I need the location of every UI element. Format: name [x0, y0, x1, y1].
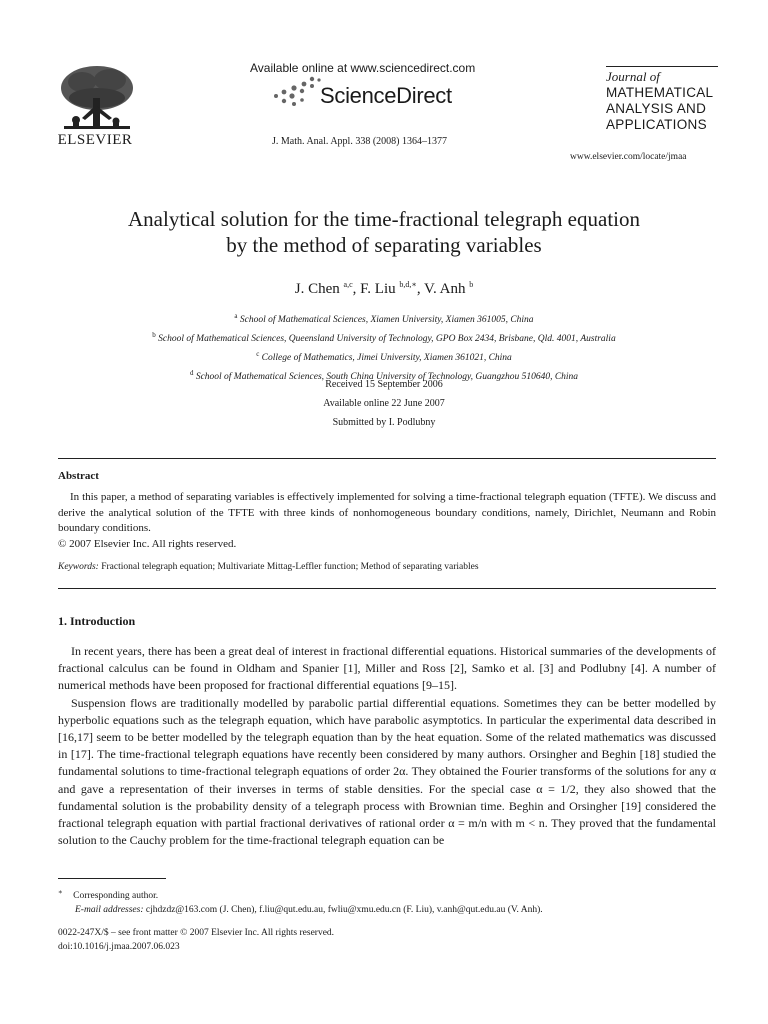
affiliation-text: College of Mathematics, Jimei University, Xiamen 361021, China [261, 353, 512, 363]
introduction-body [58, 643, 716, 849]
author-affil-mark: b,d,∗ [399, 280, 417, 289]
online-date: Available online 22 June 2007 [323, 398, 445, 409]
author-name[interactable]: F. Liu [360, 281, 396, 297]
affiliation-text: School of Mathematical Sciences, Queensland University of Technology, GPO Box 2434, Brisbane, Qld. 4001, Australia [158, 334, 616, 344]
author-affil-mark: a,c [343, 280, 353, 289]
affiliation-mark: d [189, 369, 194, 377]
journal-citation: J. Math. Anal. Appl. 338 (2008) 1364–1377 [272, 136, 447, 147]
email-list[interactable]: cjhdzdz@163.com (J. Chen), f.liu@qut.edu.au, fwliu@xmu.edu.cn (F. Liu), v.anh@qut.edu.au (V. Anh). [145, 905, 543, 916]
intro-paragraph: In recent years, there has been a great deal of interest in fractional differential equations. Historical summaries of the developments of fractional calculus can be found in Oldham and Spanier [1], Miller and Ross [2], Samko et al. [3] and Podlubny [4]. A number of numerical methods have been proposed for fractional differential equations [9–15]. [58, 644, 716, 693]
affiliation-mark: a [234, 312, 238, 320]
keywords-text: Fractional telegraph equation; Multivariate Mittag-Leffler function; Method of separating variables [101, 562, 479, 572]
received-date: Received 15 September 2006 [325, 379, 443, 390]
abstract-top-rule [58, 458, 716, 459]
keywords [58, 562, 479, 572]
affiliation-item [40, 309, 728, 328]
journal-name-line2: ANALYSIS AND [606, 101, 707, 116]
footnote-corresponding [58, 885, 716, 903]
abstract-copyright: © 2007 Elsevier Inc. All rights reserved. [58, 537, 237, 550]
author-affil-mark: b [469, 280, 474, 289]
affiliations [40, 309, 728, 385]
article-dates [40, 375, 728, 432]
footnote-emails [58, 903, 716, 917]
footnote-mark: ∗ [58, 888, 63, 896]
keywords-label: Keywords: [58, 562, 99, 572]
journal-name-line3: APPLICATIONS [606, 117, 707, 132]
section-heading-introduction: 1. Introduction [58, 614, 136, 628]
affiliation-text: School of Mathematical Sciences, Xiamen University, Xiamen 361005, China [239, 315, 534, 325]
sciencedirect-wordmark[interactable]: ScienceDirect [320, 83, 452, 108]
affiliation-mark: b [152, 331, 156, 339]
affiliation-item [40, 328, 728, 347]
available-online-text[interactable]: Available online at www.sciencedirect.com [250, 61, 476, 75]
title-line2: by the method of separating variables [226, 233, 542, 257]
journal-name-line1: MATHEMATICAL [606, 85, 714, 100]
abstract-text: In this paper, a method of separating variables is effectively implemented for solving a time-fractional telegraph equation (TFTE). We discuss and derive the analytical solution of the TFTE with three kinds of nonhomogeneous boundary conditions, namely, Dirichlet, Neumann and Robin boundary conditions. [58, 491, 716, 534]
journal-masthead [606, 66, 718, 133]
title-line1: Analytical solution for the time-fractional telegraph equation [128, 207, 640, 231]
paper-title [40, 206, 728, 258]
journal-url-link[interactable]: www.elsevier.com/locate/jmaa [570, 152, 687, 162]
author-name[interactable]: J. Chen [294, 281, 340, 297]
intro-paragraph: Suspension flows are traditionally modelled by parabolic partial differential equations. Sometimes they can be better modelled by hyperbolic equations such as the telegraph equation, which have parabolic asymptotics. In particular the experimental data described in [16,17] seem to be better modelled by the telegraph equation than by the heat equation. Some of the related mathematics was discussed in [17]. The time-fractional telegraph equations have recently been considered by many authors. Orsingher and Beghin [18] studied the fundamental solutions to time-fractional telegraph equations of order 2α. They obtained the Fourier transforms of the solutions for any α and gave a representation of their inverses in terms of stable densities. For the special case α = 1/2, they also showed that the fundamental solution is the probability density of a telegraph process with Brownian time. Beghin and Orsingher [19] considered the fractional telegraph equation with partial fractional derivatives of rational order α = m/n with m < n. They proved that the fundamental solution to the Cauchy problem for the time-fractional telegraph equation can be [58, 695, 716, 848]
author-name[interactable]: V. Anh [424, 281, 466, 297]
journal-prefix: Journal of [606, 66, 718, 85]
footnote-rule [58, 878, 166, 879]
abstract-bottom-rule [58, 588, 716, 589]
abstract-heading: Abstract [58, 470, 99, 482]
doi-link[interactable]: doi:10.1016/j.jmaa.2007.06.023 [58, 942, 180, 952]
front-matter-line: 0022-247X/$ – see front matter © 2007 Elsevier Inc. All rights reserved. [58, 928, 335, 938]
submitted-by: Submitted by I. Podlubny [332, 417, 436, 428]
footnote-text: Corresponding author. [73, 891, 159, 902]
affiliation-item [40, 347, 728, 366]
affiliation-text: School of Mathematical Sciences, South China University of Technology, Guangzhou 510640, China [195, 372, 579, 382]
abstract-body [58, 490, 716, 552]
front-matter [58, 926, 334, 954]
sciencedirect-dots-icon [272, 76, 322, 108]
publisher-wordmark: ELSEVIER [57, 132, 133, 148]
affiliation-mark: c [256, 350, 260, 358]
author-list: J. Chen $^{a,c}$, F. Liu $^{b,d,∗}$, V. Anh $^b$ [294, 280, 474, 297]
footnotes [58, 885, 716, 917]
email-label: E-mail addresses: [75, 905, 144, 916]
